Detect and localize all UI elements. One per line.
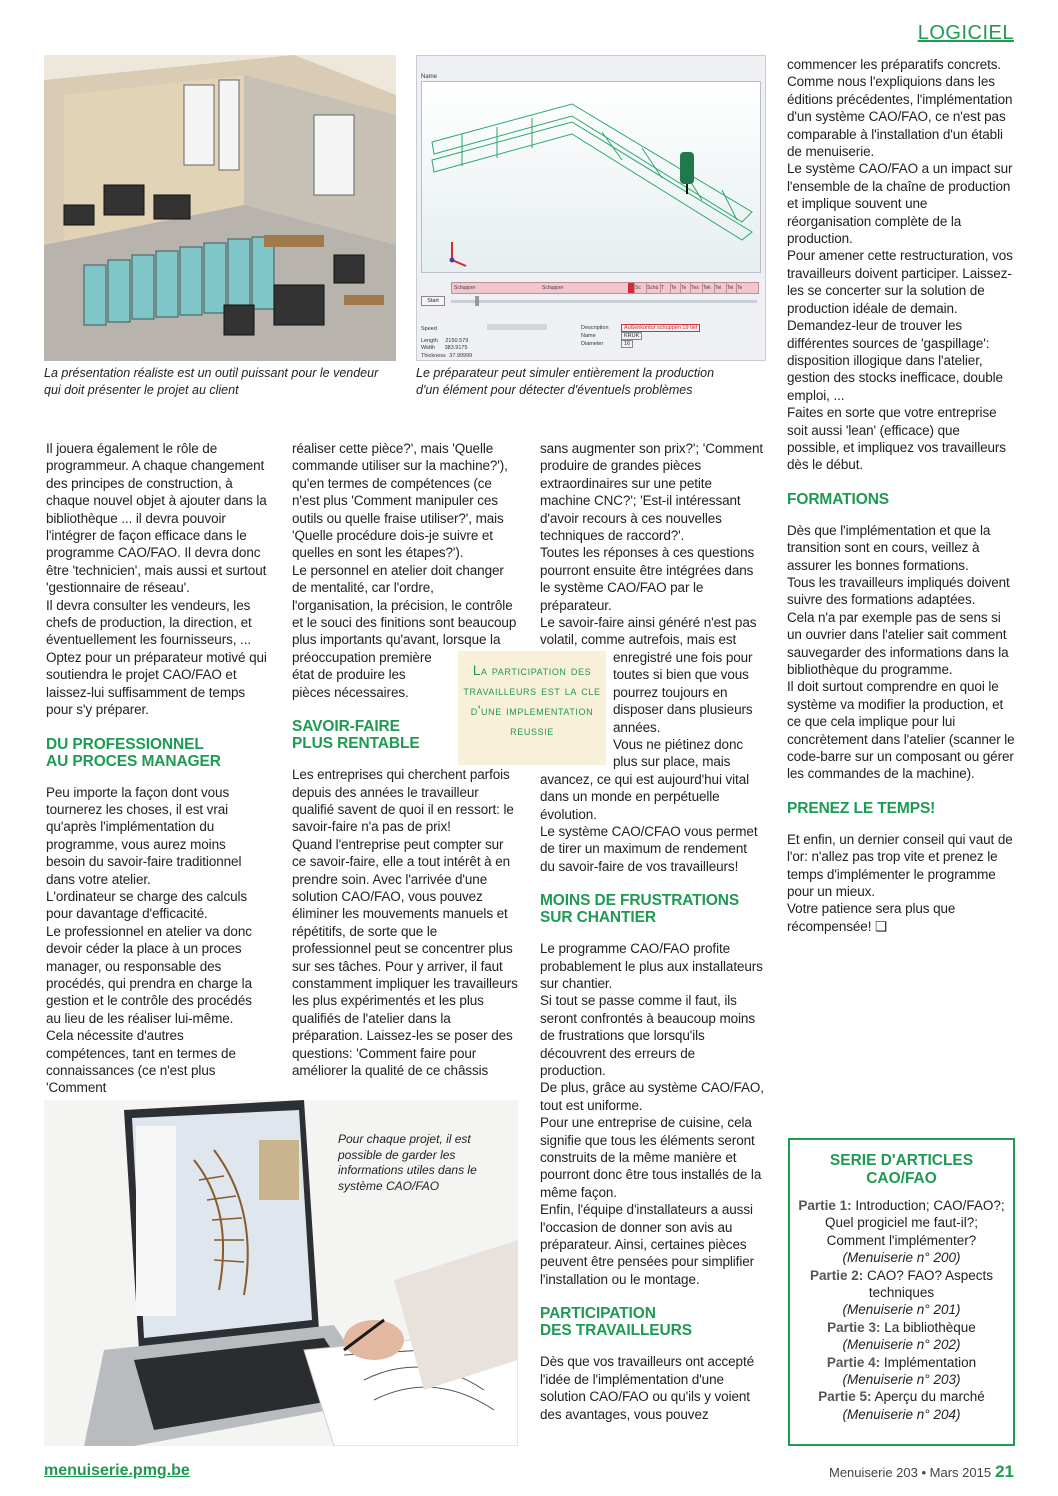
sim-track-2: Schupper bbox=[542, 285, 564, 291]
paragraph: Toutes les réponses à ces questions pourront ensuite être intégrées dans le système CAO/FAO par le préparateur. bbox=[540, 545, 755, 613]
paragraph: Cela nécessite d'autres compétences, tant en termes de connaissances (ce n'est plus 'Comment bbox=[46, 1028, 236, 1096]
subheading-prenez-le-temps: PRENEZ LE TEMPS! bbox=[787, 799, 936, 817]
sim-name-field-label: Name bbox=[581, 333, 596, 339]
footer-site-link[interactable]: menuiserie.pmg.be bbox=[44, 1462, 190, 1479]
paragraph: Le personnel en atelier doit changer de mentalité, car l'ordre, l'organisation, la précision, le contrôle et le souci des finitions sont beaucoup plus importants qu'avant, lorsque la bbox=[292, 562, 517, 648]
paragraph: Le programme CAO/FAO profite probablement le plus aux installateurs sur chantier. bbox=[540, 941, 763, 991]
sim-width-value: 383.9175 bbox=[444, 345, 468, 351]
series-part bbox=[798, 1319, 1005, 1354]
subheading-line: DU PROFESSIONNEL bbox=[46, 735, 204, 753]
paragraph: L'ordinateur se charge des calculs pour davantage d'efficacité. bbox=[46, 888, 248, 922]
sim-track-1: Schupper bbox=[454, 285, 476, 291]
sim-thickness-value: 37.99999 bbox=[449, 352, 473, 359]
series-title-line: CAO/FAO bbox=[866, 1169, 937, 1187]
series-part-label: Partie 5: bbox=[818, 1389, 872, 1405]
series-part bbox=[798, 1354, 1005, 1389]
series-part-ref: (Menuiserie n° 204) bbox=[842, 1406, 961, 1422]
sim-track-cell: Te bbox=[670, 283, 680, 293]
series-part-ref: (Menuiserie n° 203) bbox=[842, 1372, 961, 1388]
sim-track-cell: Te bbox=[736, 283, 746, 293]
series-part-text: La bibliothèque bbox=[884, 1319, 976, 1335]
paragraph: sans augmenter son prix?'; 'Comment produire de grandes pièces extraordinaires sur une petite machine CNC?'; 'Est-il intéressant d'avoir recours à ces nouvelles techniques de raccord?'. bbox=[540, 441, 764, 544]
sim-slider[interactable] bbox=[451, 300, 757, 303]
paragraph: Le système CAO/CFAO vous permet de tirer un maximum de rendement du savoir-faire de vos travailleurs! bbox=[540, 823, 758, 874]
paragraph: Et enfin, un dernier conseil qui vaut de l'or: n'allez pas trop vite et prenez le temps d'implémenter le programme pour un mieux. bbox=[787, 831, 1013, 900]
sim-diameter-label: Diameter bbox=[581, 341, 604, 347]
house-render-image bbox=[44, 55, 396, 361]
sim-thickness-label: Thickness bbox=[421, 352, 446, 359]
series-part bbox=[798, 1388, 1005, 1423]
paragraph: enregistré une fois pour toutes si bien que vous pourrez toujours en disposer dans plusieurs années. bbox=[613, 649, 753, 735]
article-column-1 bbox=[46, 440, 268, 1097]
subheading-formations: FORMATIONS bbox=[787, 490, 890, 508]
series-part-label: Partie 4: bbox=[826, 1354, 881, 1370]
sim-track-cell: Tes bbox=[690, 283, 702, 293]
paragraph: Les entreprises qui cherchent parfois depuis des années le travailleur qualifié savent de quoi il en ressort: le savoir-faire n'a pas de prix! bbox=[292, 767, 514, 835]
sim-width-label: Width bbox=[421, 345, 436, 351]
sim-track-cell: Schü bbox=[647, 285, 659, 291]
series-part-label: Partie 2: bbox=[809, 1267, 864, 1283]
subheading-line: SUR CHANTIER bbox=[540, 909, 656, 927]
sim-length-label: Length bbox=[421, 337, 438, 344]
paragraph: Dès que vos travailleurs ont accepté l'idée de l'implémentation d'une solution CAO/FAO ou qu'ils y voient des avantages, vous pouvez bbox=[540, 1354, 755, 1422]
paragraph bbox=[787, 900, 1015, 935]
article-column-3 bbox=[540, 440, 764, 1423]
series-part-text: Aperçu du marché bbox=[874, 1389, 985, 1405]
sim-description-value: Außenkontur schuppen 19 tief bbox=[621, 324, 700, 332]
paragraph: Quand l'entreprise peut compter sur ce savoir-faire, elle a tout intérêt à en prendre soin. Avec l'arrivée d'une solution CAO/FAO, vous pouvez éliminer les mouvements manuels et répétitifs, de sorte que le professionnel peut se concentrer plus sur ses tâches. Pour y arriver, il faut constamment impliquer les travailleurs les plus expérimentés et les plus qualifiés de l'atelier dans la préparation. Laissez-les se poser des questions: 'Comment faire pour améliorer la qualité de ce châssis bbox=[292, 836, 518, 1078]
paragraph: De plus, grâce au système CAO/FAO, tout est uniforme. bbox=[540, 1080, 764, 1113]
sim-start-button[interactable]: Start bbox=[421, 296, 445, 306]
photo3-caption: Pour chaque projet, il est possible de garder les informations utiles dans le système CAO/FAO bbox=[338, 1132, 477, 1193]
sim-track-cell: Tei bbox=[726, 283, 736, 293]
paragraph: Si tout se passe comme il faut, ils seront confrontés à beaucoup moins de frustrations que lorsqu'ils découvrent des erreurs de production. bbox=[540, 993, 755, 1078]
series-part-text: CAO? FAO? Aspects techniques bbox=[866, 1267, 994, 1301]
photo2-caption: Le préparateur peut simuler entièrement la production d'un élément pour détecter d'éventuels problèmes bbox=[416, 366, 715, 397]
paragraph: Peu importe la façon dont vous tournerez les choses, il est vrai qu'après l'implémentation du programme, vous aurez moins besoin du savoir-faire traditionnel dans votre atelier. bbox=[46, 784, 242, 887]
subheading-line: AU PROCES MANAGER bbox=[46, 752, 221, 770]
paragraph: Le professionnel en atelier va donc devoir céder la place à un proces manager, ou responsable des procédés, qui prendra en charge la gestion et le contrôle des procédés au lieu de les réaliser lui-même. bbox=[46, 923, 252, 1026]
paragraph: préoccupation première état de produire les pièces nécessaires. bbox=[292, 649, 432, 700]
article-series-box bbox=[788, 1138, 1015, 1446]
paragraph: Demandez-leur de trouver les différentes sources de 'gaspillage': disposition illogique dans l'atelier, gestion des stocks inefficace, double emploi, ... bbox=[787, 318, 1003, 403]
series-part-label: Partie 3: bbox=[827, 1319, 881, 1335]
paragraph: Tous les travailleurs impliqués doivent suivre des formations adaptées. bbox=[787, 574, 1010, 608]
series-part-text: Introduction; CAO/FAO?; Quel progiciel me faut-il?; Comment l'implémenter? bbox=[824, 1198, 1005, 1248]
subheading-line: PARTICIPATION bbox=[540, 1305, 656, 1323]
footer-issue bbox=[829, 1462, 1014, 1482]
paragraph: Optez pour un préparateur motivé qui soutiendra le projet CAO/FAO et laissez-lui suffisamment de temps pour s'y préparer. bbox=[46, 649, 267, 718]
paragraph: Enfin, l'équipe d'installateurs a aussi l'occasion de donner son avis au préparateur. Ainsi, certaines pièces peuvent être pensées pour simplifier l'installation ou le montage. bbox=[540, 1202, 755, 1287]
article-column-4 bbox=[787, 56, 1015, 935]
sim-track-cell: Tek bbox=[702, 283, 714, 293]
paragraph: Faites en sorte que votre entreprise soit aussi 'lean' (efficace) que possible, et impliquez vos travailleurs dès le début. bbox=[787, 405, 1006, 473]
cnc-simulation-screenshot bbox=[416, 55, 766, 361]
pull-quote: La participation des travailleurs est la cle d'une implementation reussie bbox=[458, 651, 606, 765]
series-title bbox=[798, 1152, 1005, 1187]
sim-slider-thumb[interactable] bbox=[475, 296, 479, 306]
paragraph: Pour amener cette restructuration, vos travailleurs doivent participer. Laissez-les se concerter sur la solution de production idéale de demain. bbox=[787, 248, 1013, 316]
page-number: 21 bbox=[995, 1462, 1014, 1481]
paragraph: avancez, ce qui est aujourd'hui vital dans un monde en perpétuelle évolution. bbox=[540, 771, 750, 822]
series-part-ref: (Menuiserie n° 202) bbox=[842, 1337, 961, 1353]
series-part bbox=[798, 1197, 1005, 1267]
paragraph: Il jouera également le rôle de programmeur. A chaque changement des principes de construction, à chaque nouvel objet à ajouter dans la bibliothèque ... il devra pouvoir l'intégrer de façon efficace dans le programme CAO/FAO. Il devra donc être 'technicien', mais aussi et surtout 'gestionnaire de réseau'. bbox=[46, 441, 267, 596]
series-part-label: Partie 1: bbox=[798, 1198, 852, 1213]
subheading-proces-manager bbox=[46, 736, 268, 770]
paragraph: Le système CAO/FAO a un impact sur l'ensemble de la chaîne de production et implique souvent une réorganisation complète de la production. bbox=[787, 161, 1013, 247]
sim-track-cell: Te bbox=[680, 283, 690, 293]
sim-timeline bbox=[451, 282, 759, 294]
final-sentence: Votre patience sera plus que récompensée! bbox=[787, 901, 956, 934]
sim-name-field-value: KRUK bbox=[621, 332, 642, 340]
paragraph: Dès que l'implémentation et que la transition sont en cours, veillez à assurer les bonnes formations. bbox=[787, 522, 991, 573]
sim-speed-slider[interactable] bbox=[487, 324, 547, 330]
series-part-ref: (Menuiserie n° 201) bbox=[842, 1302, 961, 1318]
paragraph: Vous ne piétinez donc plus sur place, mais bbox=[613, 736, 743, 770]
sim-name-label: Name bbox=[421, 74, 438, 80]
sim-length-value: 2150.579 bbox=[445, 337, 469, 344]
paragraph: Il devra consulter les vendeurs, les chefs de production, la direction, et éventuellement les fournisseurs, ... bbox=[46, 597, 252, 648]
sim-track-cell: T bbox=[660, 283, 670, 293]
paragraph: Le savoir-faire ainsi généré n'est pas volatil, comme autrefois, mais est bbox=[540, 615, 757, 648]
subheading-line: SAVOIR-FAIRE bbox=[292, 718, 400, 736]
sim-viewport bbox=[421, 81, 761, 273]
section-tag: LOGICIEL bbox=[917, 22, 1014, 44]
subheading-line: PLUS RENTABLE bbox=[292, 735, 420, 753]
series-title-line: SERIE D'ARTICLES bbox=[829, 1152, 974, 1169]
photo1-caption: La présentation réaliste est un outil puissant pour le vendeur qui doit présenter le projet au client bbox=[44, 366, 379, 397]
subheading-moins-frustrations bbox=[540, 892, 764, 926]
subheading-line: MOINS DE FRUSTRATIONS bbox=[540, 892, 740, 910]
end-square-icon: ❑ bbox=[875, 918, 888, 934]
subheading-participation bbox=[540, 1305, 764, 1339]
series-part-ref: (Menuiserie n° 200) bbox=[842, 1250, 961, 1266]
sim-description-label: Description bbox=[581, 325, 609, 331]
series-part-text: Implémentation bbox=[883, 1354, 977, 1370]
paragraph: Cela n'a par exemple pas de sens si un ouvrier dans l'atelier sait comment sauvegarder des informations dans la bibliothèque du programme. bbox=[787, 609, 1009, 677]
paragraph: commencer les préparatifs concrets. Comme nous l'expliquions dans les éditions précédentes, l'implémentation d'un système CAO/FAO, ce n'est pas comparable à l'installation d'un établi de menuiserie. bbox=[787, 57, 1013, 160]
sim-diameter-value: 16 bbox=[621, 340, 633, 348]
sim-track-cell: Sc bbox=[634, 283, 646, 293]
series-part bbox=[798, 1267, 1005, 1319]
paragraph: réaliser cette pièce?', mais 'Quelle commande utiliser sur la machine?'), qu'en termes de compétences (ce n'est plus 'Comment manipuler ces outils ou quelle fraise utiliser?', mais 'Quelle procédure dois-je suivre et quelles en sont les étapes?'). bbox=[292, 441, 508, 561]
subheading-line: DES TRAVAILLEURS bbox=[540, 1322, 692, 1340]
paragraph: Pour une entreprise de cuisine, cela signifie que tous les éléments seront construits de la même manière et pourront donc être tous installés de la même façon. bbox=[540, 1115, 762, 1200]
footer-issue-text: Menuiserie 203 • Mars 2015 bbox=[828, 1465, 992, 1480]
sim-track-cell: Tei bbox=[714, 283, 726, 293]
paragraph: Il doit surtout comprendre en quoi le système va modifier la production, et ce que cela implique pour lui concrètement dans l'atelier (scanner le code-barre sur un composant ou gérer les commandes de la machine). bbox=[787, 679, 1015, 782]
sim-speed-label: Speed bbox=[421, 326, 437, 332]
